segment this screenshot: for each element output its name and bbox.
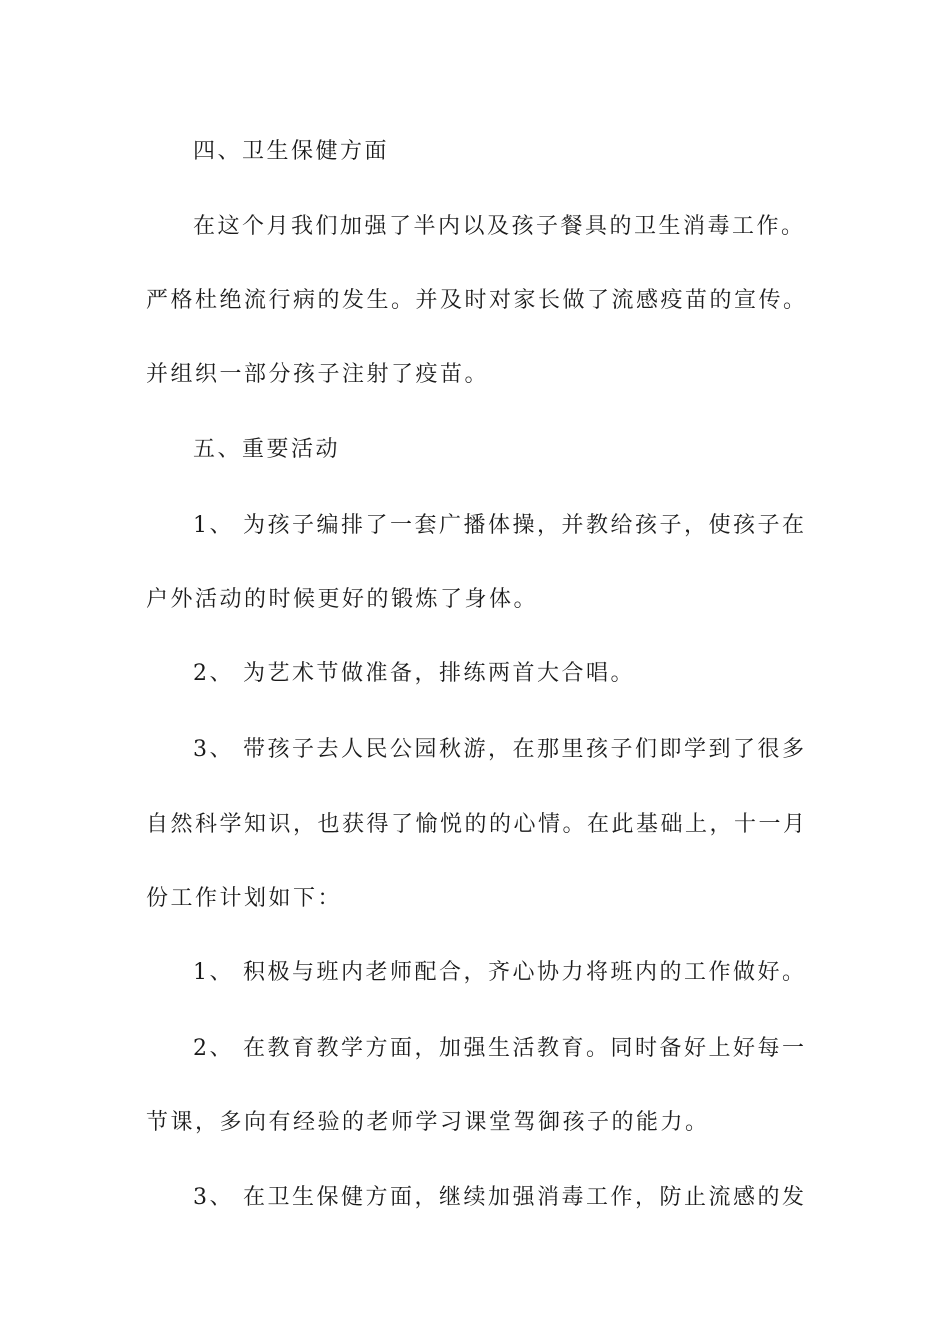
plan-2-line-2: 节课，多向有经验的老师学习课堂驾御孩子的能力。 (146, 1110, 710, 1135)
plan-2-line-1 (193, 1034, 873, 1064)
activity-3-text: 带孩子去人民公园秋游，在那里孩子们即学到了很多 (243, 737, 807, 762)
activity-2-text: 为艺术节做准备，排练两首大合唱。 (243, 661, 636, 686)
activity-1-text: 为孩子编排了一套广播体操，并教给孩子，使孩子在 (243, 513, 807, 538)
activity-2-line-1 (193, 659, 873, 689)
plan-3-line-1 (193, 1183, 873, 1213)
activity-1-line-1 (193, 511, 873, 541)
plan-3-text: 在卫生保健方面，继续加强消毒工作，防止流感的发 (243, 1185, 807, 1210)
plan-1-line-1 (193, 958, 873, 988)
section4-paragraph-line-3: 并组织一部分孩子注射了疫苗。 (146, 362, 490, 387)
activity-1-line-2: 户外活动的时候更好的锻炼了身体。 (146, 587, 539, 612)
activity-1-number: 1、 (193, 513, 234, 538)
section5-heading: 五、重要活动 (193, 437, 341, 462)
activity-3-line-2: 自然科学知识，也获得了愉悦的的心情。在此基础上，十一月 (146, 812, 808, 837)
activity-3-number: 3、 (193, 737, 234, 762)
plan-3-number: 3、 (193, 1185, 234, 1210)
plan-1-number: 1、 (193, 960, 234, 985)
plan-1-text: 积极与班内老师配合，齐心协力将班内的工作做好。 (243, 960, 807, 985)
activity-3-line-3: 份工作计划如下： (146, 886, 343, 911)
section4-paragraph-line-2: 严格杜绝流行病的发生。并及时对家长做了流感疫苗的宣传。 (146, 288, 808, 313)
plan-2-number: 2、 (193, 1036, 234, 1061)
section4-heading: 四、卫生保健方面 (193, 139, 390, 164)
activity-3-line-1 (193, 735, 873, 765)
plan-2-text: 在教育教学方面，加强生活教育。同时备好上好每一 (243, 1036, 807, 1061)
activity-2-number: 2、 (193, 661, 234, 686)
section4-paragraph-line-1: 在这个月我们加强了半内以及孩子餐具的卫生消毒工作。 (193, 214, 806, 239)
